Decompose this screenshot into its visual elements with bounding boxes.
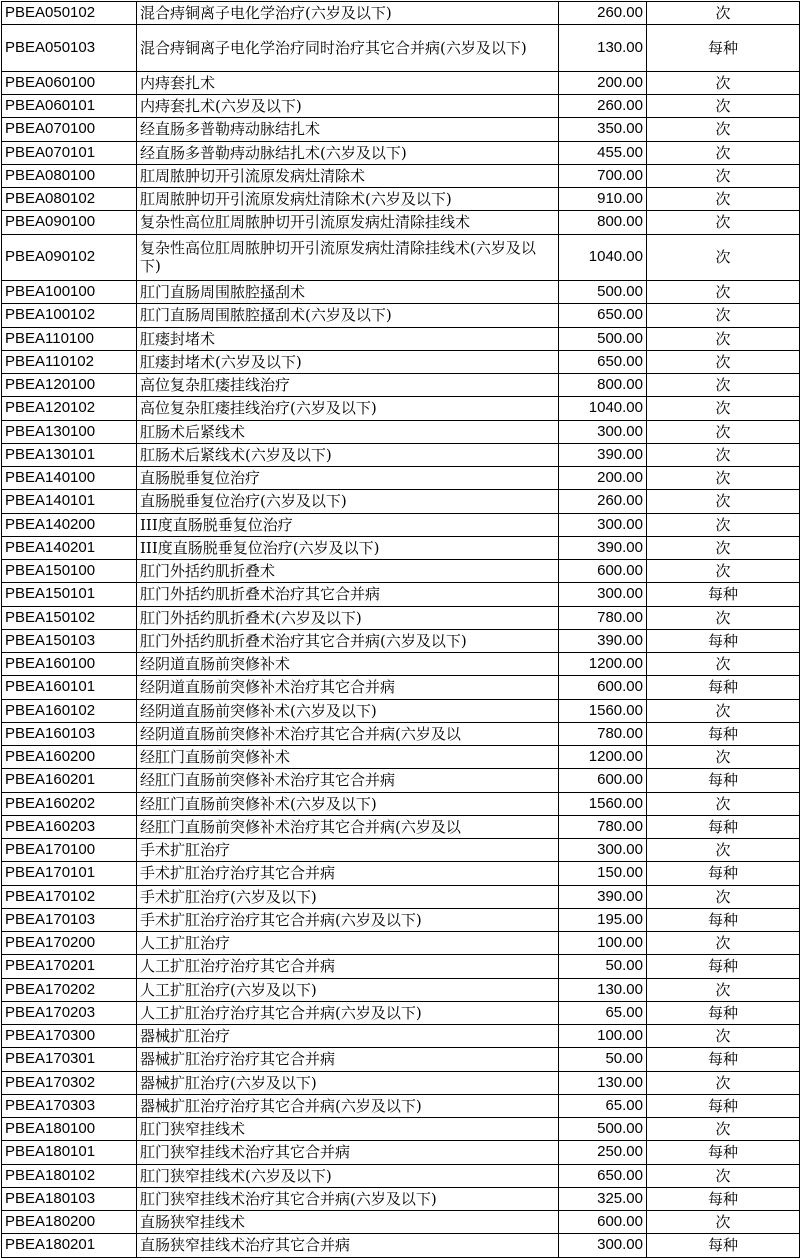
item-code-cell: PBEA080102 xyxy=(2,188,137,211)
item-unit-cell: 次 xyxy=(647,885,800,908)
item-code-cell: PBEA100100 xyxy=(2,281,137,304)
item-code-cell: PBEA180100 xyxy=(2,1118,137,1141)
item-unit-cell: 次 xyxy=(647,327,800,350)
item-name-cell: 内痔套扎术 xyxy=(137,71,559,94)
item-price-cell: 300.00 xyxy=(559,839,647,862)
table-row xyxy=(2,815,800,838)
table-row xyxy=(2,862,800,885)
table-row xyxy=(2,1211,800,1234)
item-code-cell: PBEA050102 xyxy=(2,2,137,25)
item-name-cell: 混合痔铜离子电化学治疗(六岁及以下) xyxy=(137,2,559,25)
item-name-cell: 肛门狭窄挂线术(六岁及以下) xyxy=(137,1164,559,1187)
item-price-cell: 260.00 xyxy=(559,95,647,118)
item-code-cell: PBEA140200 xyxy=(2,513,137,536)
item-name-cell: 高位复杂肛瘘挂线治疗(六岁及以下) xyxy=(137,397,559,420)
item-price-cell: 300.00 xyxy=(559,583,647,606)
table-row xyxy=(2,1118,800,1141)
item-price-cell: 780.00 xyxy=(559,722,647,745)
item-price-cell: 130.00 xyxy=(559,978,647,1001)
item-name-cell: 肛门狭窄挂线术治疗其它合并病(六岁及以下) xyxy=(137,1187,559,1210)
item-price-cell: 390.00 xyxy=(559,885,647,908)
table-row xyxy=(2,25,800,72)
item-unit-cell: 次 xyxy=(647,71,800,94)
item-name-cell: 肛门狭窄挂线术 xyxy=(137,1118,559,1141)
item-unit-cell: 次 xyxy=(647,2,800,25)
table-row xyxy=(2,839,800,862)
item-code-cell: PBEA170103 xyxy=(2,908,137,931)
item-unit-cell: 次 xyxy=(647,699,800,722)
item-code-cell: PBEA160202 xyxy=(2,792,137,815)
table-row xyxy=(2,792,800,815)
item-price-cell: 300.00 xyxy=(559,420,647,443)
table-row xyxy=(2,1164,800,1187)
item-price-cell: 780.00 xyxy=(559,815,647,838)
item-unit-cell: 每种 xyxy=(647,1141,800,1164)
item-price-cell: 260.00 xyxy=(559,490,647,513)
item-price-cell: 390.00 xyxy=(559,443,647,466)
item-code-cell: PBEA130100 xyxy=(2,420,137,443)
item-code-cell: PBEA100102 xyxy=(2,304,137,327)
item-code-cell: PBEA110102 xyxy=(2,350,137,373)
item-unit-cell: 次 xyxy=(647,304,800,327)
table-row xyxy=(2,1234,800,1257)
item-price-cell: 350.00 xyxy=(559,118,647,141)
item-name-cell: 经肛门直肠前突修补术治疗其它合并病 xyxy=(137,769,559,792)
item-price-cell: 1560.00 xyxy=(559,792,647,815)
item-code-cell: PBEA170102 xyxy=(2,885,137,908)
item-unit-cell: 次 xyxy=(647,513,800,536)
item-code-cell: PBEA180101 xyxy=(2,1141,137,1164)
item-name-cell: 肛门外括约肌折叠术治疗其它合并病 xyxy=(137,583,559,606)
item-unit-cell: 次 xyxy=(647,1164,800,1187)
item-name-cell: 手术扩肛治疗治疗其它合并病 xyxy=(137,862,559,885)
item-name-cell: 经肛门直肠前突修补术 xyxy=(137,746,559,769)
item-unit-cell: 次 xyxy=(647,490,800,513)
item-name-cell: 高位复杂肛瘘挂线治疗 xyxy=(137,374,559,397)
item-name-cell: 复杂性高位肛周脓肿切开引流原发病灶清除挂线术 xyxy=(137,211,559,234)
item-unit-cell: 次 xyxy=(647,1025,800,1048)
item-price-cell: 50.00 xyxy=(559,955,647,978)
item-price-cell: 300.00 xyxy=(559,1234,647,1257)
item-unit-cell: 次 xyxy=(647,467,800,490)
item-name-cell: 手术扩肛治疗(六岁及以下) xyxy=(137,885,559,908)
item-code-cell: PBEA160102 xyxy=(2,699,137,722)
item-unit-cell: 次 xyxy=(647,792,800,815)
item-code-cell: PBEA160201 xyxy=(2,769,137,792)
item-unit-cell: 每种 xyxy=(647,25,800,72)
item-price-cell: 195.00 xyxy=(559,908,647,931)
item-code-cell: PBEA050103 xyxy=(2,25,137,72)
item-name-cell: III度直肠脱垂复位治疗(六岁及以下) xyxy=(137,536,559,559)
table-row xyxy=(2,281,800,304)
table-row xyxy=(2,513,800,536)
item-code-cell: PBEA140100 xyxy=(2,467,137,490)
table-row xyxy=(2,629,800,652)
table-row xyxy=(2,536,800,559)
item-price-cell: 500.00 xyxy=(559,1118,647,1141)
table-row xyxy=(2,164,800,187)
item-price-cell: 200.00 xyxy=(559,467,647,490)
item-name-cell: 肛门直肠周围脓腔搔刮术 xyxy=(137,281,559,304)
item-code-cell: PBEA160103 xyxy=(2,722,137,745)
table-row xyxy=(2,908,800,931)
item-price-cell: 1200.00 xyxy=(559,746,647,769)
item-name-cell: 肛肠术后紧线术 xyxy=(137,420,559,443)
table-row xyxy=(2,676,800,699)
item-name-cell: 经阴道直肠前突修补术(六岁及以下) xyxy=(137,699,559,722)
item-name-cell: 经肛门直肠前突修补术(六岁及以下) xyxy=(137,792,559,815)
item-price-cell: 500.00 xyxy=(559,281,647,304)
item-code-cell: PBEA180102 xyxy=(2,1164,137,1187)
item-name-cell: 复杂性高位肛周脓肿切开引流原发病灶清除挂线术(六岁及以下) xyxy=(137,234,559,281)
item-price-cell: 390.00 xyxy=(559,536,647,559)
table-row xyxy=(2,467,800,490)
item-unit-cell: 次 xyxy=(647,164,800,187)
item-price-cell: 130.00 xyxy=(559,1071,647,1094)
item-name-cell: 肛门外括约肌折叠术(六岁及以下) xyxy=(137,606,559,629)
item-name-cell: 肛门外括约肌折叠术治疗其它合并病(六岁及以下) xyxy=(137,629,559,652)
item-name-cell: 直肠脱垂复位治疗(六岁及以下) xyxy=(137,490,559,513)
item-name-cell: 经直肠多普勒痔动脉结扎术(六岁及以下) xyxy=(137,141,559,164)
table-row xyxy=(2,1025,800,1048)
item-code-cell: PBEA150102 xyxy=(2,606,137,629)
table-row xyxy=(2,606,800,629)
item-price-cell: 150.00 xyxy=(559,862,647,885)
item-code-cell: PBEA160100 xyxy=(2,653,137,676)
item-unit-cell: 次 xyxy=(647,118,800,141)
item-name-cell: 内痔套扎术(六岁及以下) xyxy=(137,95,559,118)
item-price-cell: 600.00 xyxy=(559,676,647,699)
item-price-cell: 650.00 xyxy=(559,304,647,327)
item-unit-cell: 次 xyxy=(647,188,800,211)
table-row xyxy=(2,1001,800,1024)
item-unit-cell: 次 xyxy=(647,978,800,1001)
item-name-cell: 器械扩肛治疗治疗其它合并病(六岁及以下) xyxy=(137,1094,559,1117)
item-price-cell: 1200.00 xyxy=(559,653,647,676)
table-row xyxy=(2,560,800,583)
table-row xyxy=(2,885,800,908)
table-row xyxy=(2,1071,800,1094)
item-unit-cell: 每种 xyxy=(647,1094,800,1117)
table-row xyxy=(2,304,800,327)
item-code-cell: PBEA160203 xyxy=(2,815,137,838)
item-code-cell: PBEA170201 xyxy=(2,955,137,978)
item-code-cell: PBEA150103 xyxy=(2,629,137,652)
table-row xyxy=(2,71,800,94)
item-name-cell: 经肛门直肠前突修补术治疗其它合并病(六岁及以 xyxy=(137,815,559,838)
item-price-cell: 200.00 xyxy=(559,71,647,94)
item-unit-cell: 次 xyxy=(647,536,800,559)
item-name-cell: 肛瘘封堵术 xyxy=(137,327,559,350)
table-row xyxy=(2,583,800,606)
item-code-cell: PBEA080100 xyxy=(2,164,137,187)
item-name-cell: 人工扩肛治疗治疗其它合并病(六岁及以下) xyxy=(137,1001,559,1024)
item-unit-cell: 次 xyxy=(647,211,800,234)
item-code-cell: PBEA170101 xyxy=(2,862,137,885)
table-row xyxy=(2,932,800,955)
item-name-cell: 肛门外括约肌折叠术 xyxy=(137,560,559,583)
item-code-cell: PBEA120100 xyxy=(2,374,137,397)
item-name-cell: 经阴道直肠前突修补术治疗其它合并病 xyxy=(137,676,559,699)
item-price-cell: 800.00 xyxy=(559,211,647,234)
table-row xyxy=(2,1094,800,1117)
table-row xyxy=(2,490,800,513)
item-price-cell: 650.00 xyxy=(559,350,647,373)
item-name-cell: 肛周脓肿切开引流原发病灶清除术 xyxy=(137,164,559,187)
item-name-cell: 直肠狭窄挂线术治疗其它合并病 xyxy=(137,1234,559,1257)
item-code-cell: PBEA140101 xyxy=(2,490,137,513)
table-row xyxy=(2,397,800,420)
item-price-cell: 910.00 xyxy=(559,188,647,211)
table-row xyxy=(2,978,800,1001)
item-unit-cell: 次 xyxy=(647,839,800,862)
item-price-cell: 300.00 xyxy=(559,513,647,536)
item-code-cell: PBEA180201 xyxy=(2,1234,137,1257)
item-name-cell: 人工扩肛治疗(六岁及以下) xyxy=(137,978,559,1001)
item-price-cell: 800.00 xyxy=(559,374,647,397)
item-unit-cell: 次 xyxy=(647,234,800,281)
item-name-cell: 器械扩肛治疗 xyxy=(137,1025,559,1048)
item-unit-cell: 次 xyxy=(647,653,800,676)
item-code-cell: PBEA170202 xyxy=(2,978,137,1001)
item-code-cell: PBEA180200 xyxy=(2,1211,137,1234)
item-code-cell: PBEA170300 xyxy=(2,1025,137,1048)
table-row xyxy=(2,769,800,792)
item-price-cell: 600.00 xyxy=(559,1211,647,1234)
table-row xyxy=(2,1141,800,1164)
item-name-cell: 经阴道直肠前突修补术治疗其它合并病(六岁及以 xyxy=(137,722,559,745)
item-unit-cell: 次 xyxy=(647,746,800,769)
item-unit-cell: 每种 xyxy=(647,676,800,699)
item-code-cell: PBEA110100 xyxy=(2,327,137,350)
item-price-cell: 250.00 xyxy=(559,1141,647,1164)
item-name-cell: 人工扩肛治疗 xyxy=(137,932,559,955)
item-name-cell: 器械扩肛治疗(六岁及以下) xyxy=(137,1071,559,1094)
item-price-cell: 65.00 xyxy=(559,1094,647,1117)
item-name-cell: 手术扩肛治疗 xyxy=(137,839,559,862)
item-price-cell: 130.00 xyxy=(559,25,647,72)
item-unit-cell: 每种 xyxy=(647,955,800,978)
item-price-cell: 1560.00 xyxy=(559,699,647,722)
item-code-cell: PBEA170301 xyxy=(2,1048,137,1071)
item-price-cell: 100.00 xyxy=(559,1025,647,1048)
table-body xyxy=(2,2,800,1258)
item-price-cell: 1040.00 xyxy=(559,234,647,281)
item-name-cell: 混合痔铜离子电化学治疗同时治疗其它合并病(六岁及以下) xyxy=(137,25,559,72)
item-price-cell: 100.00 xyxy=(559,932,647,955)
table-row xyxy=(2,374,800,397)
item-name-cell: 经直肠多普勒痔动脉结扎术 xyxy=(137,118,559,141)
item-unit-cell: 每种 xyxy=(647,769,800,792)
item-unit-cell: 每种 xyxy=(647,1187,800,1210)
item-code-cell: PBEA090102 xyxy=(2,234,137,281)
table-row xyxy=(2,95,800,118)
item-unit-cell: 每种 xyxy=(647,722,800,745)
item-unit-cell: 次 xyxy=(647,95,800,118)
table-row xyxy=(2,1048,800,1071)
table-row xyxy=(2,722,800,745)
item-unit-cell: 每种 xyxy=(647,1234,800,1257)
item-name-cell: 器械扩肛治疗治疗其它合并病 xyxy=(137,1048,559,1071)
item-unit-cell: 次 xyxy=(647,374,800,397)
item-unit-cell: 次 xyxy=(647,443,800,466)
item-name-cell: 肛瘘封堵术(六岁及以下) xyxy=(137,350,559,373)
item-unit-cell: 每种 xyxy=(647,1048,800,1071)
item-name-cell: 直肠脱垂复位治疗 xyxy=(137,467,559,490)
item-unit-cell: 次 xyxy=(647,397,800,420)
item-unit-cell: 次 xyxy=(647,1071,800,1094)
item-name-cell: 直肠狭窄挂线术 xyxy=(137,1211,559,1234)
table-row xyxy=(2,188,800,211)
item-unit-cell: 每种 xyxy=(647,1001,800,1024)
table-row xyxy=(2,350,800,373)
table-row xyxy=(2,327,800,350)
table-row xyxy=(2,420,800,443)
item-unit-cell: 次 xyxy=(647,420,800,443)
item-price-cell: 700.00 xyxy=(559,164,647,187)
item-code-cell: PBEA180103 xyxy=(2,1187,137,1210)
table-row xyxy=(2,699,800,722)
item-code-cell: PBEA070100 xyxy=(2,118,137,141)
table-row xyxy=(2,118,800,141)
item-name-cell: 经阴道直肠前突修补术 xyxy=(137,653,559,676)
item-name-cell: 手术扩肛治疗治疗其它合并病(六岁及以下) xyxy=(137,908,559,931)
table-row xyxy=(2,1187,800,1210)
table-row xyxy=(2,955,800,978)
item-code-cell: PBEA130101 xyxy=(2,443,137,466)
item-name-cell: III度直肠脱垂复位治疗 xyxy=(137,513,559,536)
table-row xyxy=(2,653,800,676)
table-row xyxy=(2,234,800,281)
item-price-cell: 390.00 xyxy=(559,629,647,652)
item-price-cell: 600.00 xyxy=(559,560,647,583)
item-code-cell: PBEA170303 xyxy=(2,1094,137,1117)
item-unit-cell: 次 xyxy=(647,932,800,955)
item-unit-cell: 每种 xyxy=(647,908,800,931)
item-unit-cell: 次 xyxy=(647,1211,800,1234)
item-code-cell: PBEA060101 xyxy=(2,95,137,118)
item-unit-cell: 次 xyxy=(647,560,800,583)
fee-table xyxy=(1,1,800,1258)
item-price-cell: 325.00 xyxy=(559,1187,647,1210)
table-row xyxy=(2,746,800,769)
item-name-cell: 肛门直肠周围脓腔搔刮术(六岁及以下) xyxy=(137,304,559,327)
item-price-cell: 65.00 xyxy=(559,1001,647,1024)
item-code-cell: PBEA170302 xyxy=(2,1071,137,1094)
item-price-cell: 1040.00 xyxy=(559,397,647,420)
item-code-cell: PBEA070101 xyxy=(2,141,137,164)
item-unit-cell: 次 xyxy=(647,281,800,304)
item-code-cell: PBEA160101 xyxy=(2,676,137,699)
item-unit-cell: 次 xyxy=(647,350,800,373)
item-code-cell: PBEA120102 xyxy=(2,397,137,420)
item-code-cell: PBEA170200 xyxy=(2,932,137,955)
table-row xyxy=(2,2,800,25)
item-unit-cell: 每种 xyxy=(647,862,800,885)
item-name-cell: 肛门狭窄挂线术治疗其它合并病 xyxy=(137,1141,559,1164)
item-unit-cell: 次 xyxy=(647,1118,800,1141)
item-price-cell: 650.00 xyxy=(559,1164,647,1187)
item-unit-cell: 每种 xyxy=(647,629,800,652)
item-code-cell: PBEA170100 xyxy=(2,839,137,862)
item-code-cell: PBEA150100 xyxy=(2,560,137,583)
item-code-cell: PBEA160200 xyxy=(2,746,137,769)
table-row xyxy=(2,141,800,164)
item-name-cell: 人工扩肛治疗治疗其它合并病 xyxy=(137,955,559,978)
item-name-cell: 肛肠术后紧线术(六岁及以下) xyxy=(137,443,559,466)
item-code-cell: PBEA140201 xyxy=(2,536,137,559)
item-price-cell: 260.00 xyxy=(559,2,647,25)
item-unit-cell: 每种 xyxy=(647,815,800,838)
item-code-cell: PBEA150101 xyxy=(2,583,137,606)
table-row xyxy=(2,211,800,234)
item-code-cell: PBEA090100 xyxy=(2,211,137,234)
item-price-cell: 600.00 xyxy=(559,769,647,792)
item-price-cell: 455.00 xyxy=(559,141,647,164)
item-unit-cell: 每种 xyxy=(647,583,800,606)
item-price-cell: 780.00 xyxy=(559,606,647,629)
item-code-cell: PBEA170203 xyxy=(2,1001,137,1024)
table-row xyxy=(2,443,800,466)
item-price-cell: 50.00 xyxy=(559,1048,647,1071)
item-code-cell: PBEA060100 xyxy=(2,71,137,94)
item-name-cell: 肛周脓肿切开引流原发病灶清除术(六岁及以下) xyxy=(137,188,559,211)
item-price-cell: 500.00 xyxy=(559,327,647,350)
item-unit-cell: 次 xyxy=(647,141,800,164)
item-unit-cell: 次 xyxy=(647,606,800,629)
